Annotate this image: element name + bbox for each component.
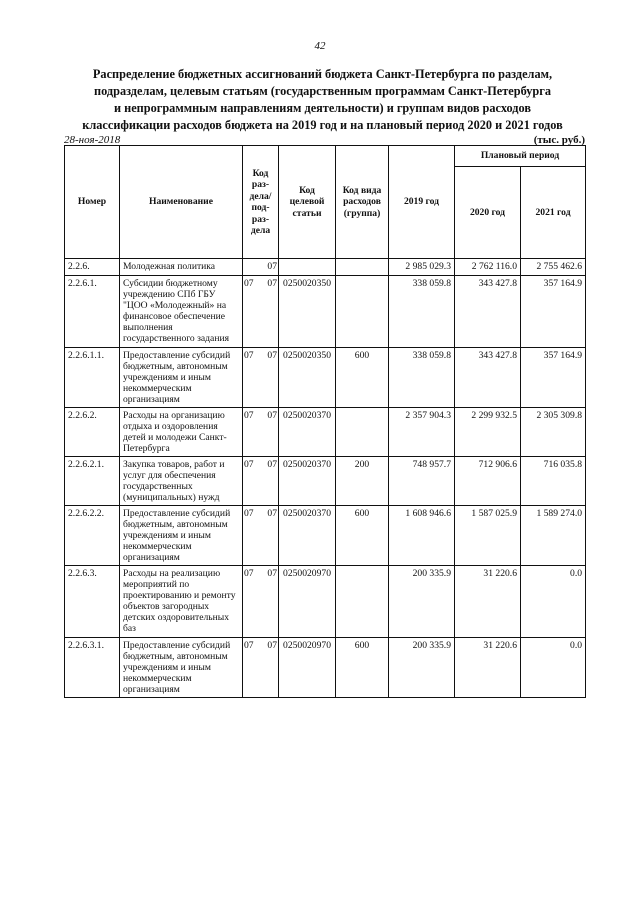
- row-value-2019: 338 059.8: [389, 275, 455, 347]
- row-value-2019: 748 957.7: [389, 456, 455, 505]
- row-value-2019: 1 608 946.6: [389, 505, 455, 565]
- row-code-target: 0250020370: [279, 456, 336, 505]
- budget-table: [64, 145, 586, 698]
- table-row: [65, 505, 586, 565]
- header-2020: 2020 год: [455, 167, 521, 259]
- row-code-section: [243, 456, 279, 505]
- row-name: Закупка товаров, работ и услуг для обеспечения государственных (муниципальных) нужд: [120, 456, 243, 505]
- row-subsection-code: 07: [267, 261, 277, 272]
- row-number: 2.2.6.2.2.: [65, 505, 120, 565]
- row-value-2020: 31 220.6: [455, 565, 521, 637]
- row-number: 2.2.6.2.1.: [65, 456, 120, 505]
- row-code-section: [243, 407, 279, 456]
- row-subsection-code: 07: [267, 567, 277, 579]
- row-subsection-code: 07: [267, 507, 277, 519]
- title-line-3: и непрограммным направлениям деятельности) и группам видов расходов: [113, 101, 531, 115]
- row-value-2021: 2 755 462.6: [521, 259, 586, 276]
- row-value-2019: 200 335.9: [389, 637, 455, 697]
- row-code-target: 0250020350: [279, 347, 336, 407]
- table-row: [65, 637, 586, 697]
- header-number: Номер: [65, 146, 120, 259]
- row-subsection-code: 07: [267, 277, 277, 289]
- row-code-section: [243, 637, 279, 697]
- row-name: Субсидии бюджетному учреждению СПб ГБУ "ЦОО «Молодежный» на финансовое обеспечение выполнения государственного задания: [120, 275, 243, 347]
- row-value-2021: 0.0: [521, 637, 586, 697]
- row-value-2019: 338 059.8: [389, 347, 455, 407]
- row-section-code: 07: [244, 277, 254, 289]
- row-code-section: [243, 259, 279, 276]
- row-code-target: 0250020970: [279, 565, 336, 637]
- table-row: [65, 565, 586, 637]
- title-line-2: подразделам, целевым статьям (государственным программам Санкт-Петербурга: [94, 84, 551, 98]
- row-number: 2.2.6.1.1.: [65, 347, 120, 407]
- row-code-section: [243, 347, 279, 407]
- page-number: 42: [314, 40, 326, 52]
- row-subsection-code: 07: [267, 349, 277, 361]
- row-code-section: [243, 505, 279, 565]
- row-section-code: 07: [244, 639, 254, 651]
- row-value-2020: 343 427.8: [455, 347, 521, 407]
- row-value-2021: 357 164.9: [521, 275, 586, 347]
- row-value-2020: 343 427.8: [455, 275, 521, 347]
- row-subsection-code: 07: [267, 409, 277, 421]
- row-section-code: 07: [244, 458, 254, 470]
- row-section-code: 07: [244, 349, 254, 361]
- title-line-1: Распределение бюджетных ассигнований бюджета Санкт-Петербурга по разделам,: [92, 67, 553, 81]
- row-subsection-code: 07: [267, 458, 277, 470]
- row-code-section: [243, 565, 279, 637]
- row-value-2021: 2 305 309.8: [521, 407, 586, 456]
- row-number: 2.2.6.3.1.: [65, 637, 120, 697]
- row-section-code: 07: [244, 409, 254, 421]
- header-2021: 2021 год: [521, 167, 586, 259]
- header-code-target: Код целевой статьи: [279, 146, 336, 259]
- row-value-2021: 0.0: [521, 565, 586, 637]
- row-code-section: [243, 275, 279, 347]
- row-code-type: 200: [336, 456, 389, 505]
- row-value-2021: 1 589 274.0: [521, 505, 586, 565]
- row-value-2021: 716 035.8: [521, 456, 586, 505]
- row-value-2020: 712 906.6: [455, 456, 521, 505]
- table-row: [65, 347, 586, 407]
- row-name: Предоставление субсидий бюджетным, автономным учреждениям и иным некоммерческим организациям: [120, 505, 243, 565]
- header-planned-period: Плановый период: [455, 146, 586, 167]
- document-title: [60, 66, 585, 134]
- header-name: Наименование: [120, 146, 243, 259]
- row-code-target: 0250020370: [279, 505, 336, 565]
- row-value-2020: 2 299 932.5: [455, 407, 521, 456]
- row-code-target: 0250020970: [279, 637, 336, 697]
- units-label: (тыс. руб.): [533, 134, 585, 146]
- row-value-2020: 2 762 116.0: [455, 259, 521, 276]
- table-row: [65, 407, 586, 456]
- row-value-2021: 357 164.9: [521, 347, 586, 407]
- row-value-2020: 31 220.6: [455, 637, 521, 697]
- row-code-target: 0250020370: [279, 407, 336, 456]
- header-code-section: Код раз- дела/ под- раз- дела: [243, 146, 279, 259]
- table-row: [65, 275, 586, 347]
- row-name: Предоставление субсидий бюджетным, автономным учреждениям и иным некоммерческим организациям: [120, 347, 243, 407]
- title-line-4: классификации расходов бюджета на 2019 год и на плановый период 2020 и 2021 годов: [82, 118, 563, 132]
- header-code-type: Код вида расходов (группа): [336, 146, 389, 259]
- row-code-target: [279, 259, 336, 276]
- table-row: [65, 259, 586, 276]
- row-number: 2.2.6.3.: [65, 565, 120, 637]
- row-value-2019: 200 335.9: [389, 565, 455, 637]
- row-name: Расходы на реализацию мероприятий по проектированию и ремонту объектов загородных детских оздоровительных баз: [120, 565, 243, 637]
- table-body: [65, 259, 586, 698]
- row-value-2019: 2 357 904.3: [389, 407, 455, 456]
- row-code-type: 600: [336, 637, 389, 697]
- row-value-2019: 2 985 029.3: [389, 259, 455, 276]
- header-2019: 2019 год: [389, 146, 455, 259]
- row-number: 2.2.6.2.: [65, 407, 120, 456]
- row-section-code: 07: [244, 507, 254, 519]
- row-code-type: [336, 275, 389, 347]
- table-row: [65, 456, 586, 505]
- row-name: Предоставление субсидий бюджетным, автономным учреждениям и иным некоммерческим организациям: [120, 637, 243, 697]
- row-code-type: [336, 259, 389, 276]
- row-code-type: [336, 407, 389, 456]
- row-number: 2.2.6.1.: [65, 275, 120, 347]
- row-code-type: [336, 565, 389, 637]
- row-number: 2.2.6.: [65, 259, 120, 276]
- row-code-type: 600: [336, 505, 389, 565]
- row-name: Молодежная политика: [120, 259, 243, 276]
- row-code-target: 0250020350: [279, 275, 336, 347]
- row-subsection-code: 07: [267, 639, 277, 651]
- row-value-2020: 1 587 025.9: [455, 505, 521, 565]
- row-section-code: 07: [244, 567, 254, 579]
- row-code-type: 600: [336, 347, 389, 407]
- document-date: 28-ноя-2018: [64, 134, 121, 146]
- row-name: Расходы на организацию отдыха и оздоровления детей и молодежи Санкт-Петербурга: [120, 407, 243, 456]
